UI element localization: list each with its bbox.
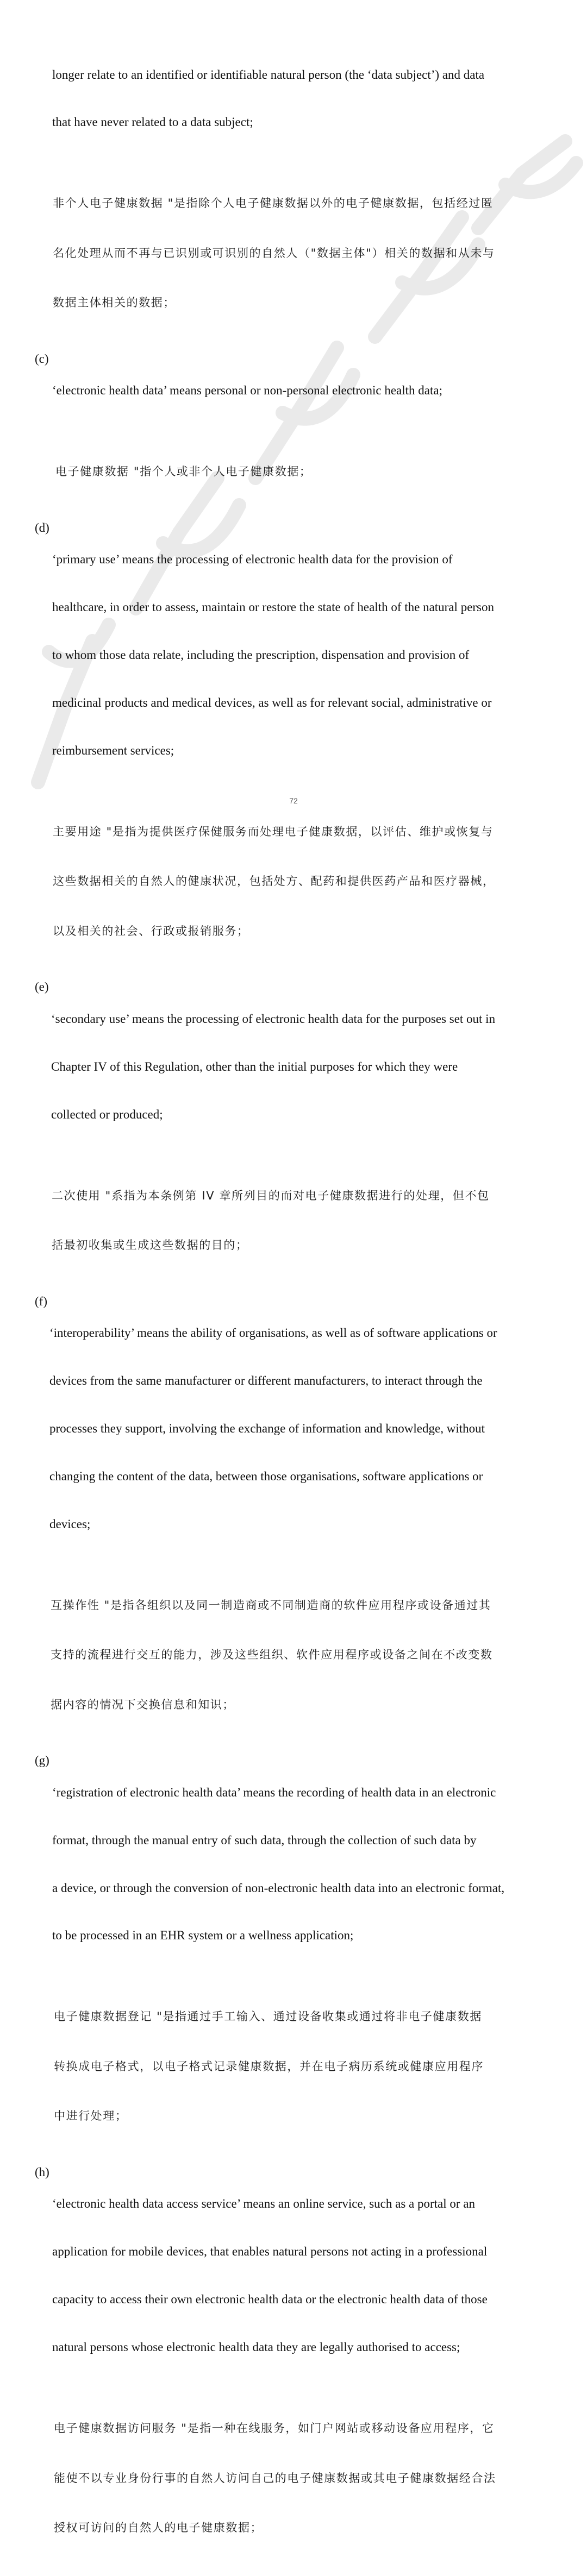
intro-definition-continuation [0, 35, 587, 344]
text-line: 据内容的情况下交换信息和知识； [51, 1698, 235, 1711]
text-line: natural persons whose electronic health data they are legally authorised to access; [52, 2340, 460, 2354]
text-line: ‘electronic health data’ means personal or non-personal electronic health data; [52, 384, 442, 398]
text-line: 支持的流程进行交互的能力，涉及这些组织、软件应用程序或设备之间在不改变数 [51, 1648, 493, 1662]
text-line: devices; [49, 1517, 91, 1531]
definition-marker: (h) [35, 2165, 49, 2179]
definition-h-chinese [0, 2387, 587, 2569]
definition-d-english [0, 520, 587, 790]
text-line: ‘primary use’ means the processing of electronic health data for the provision of [52, 552, 453, 567]
page-number: 72 [289, 796, 298, 805]
text-line: medicinal products and medical devices, as well as for relevant social, administrative or [52, 696, 492, 710]
definition-g [0, 1752, 587, 2158]
text-line: processes they support, involving the exchange of information and knowledge, without [49, 1422, 485, 1436]
definition-c-chinese [0, 430, 587, 513]
text-line: 电子健康数据访问服务 "是指一种在线服务，如门户网站或移动设备应用程序，它 [54, 2422, 495, 2435]
definition-marker: (g) [35, 1754, 49, 1768]
text-line: to be processed in an EHR system or a wellness application; [52, 1928, 354, 1943]
text-line: 互操作性 "是指各组织以及同一制造商或不同制造商的软件应用程序或设备通过其 [51, 1598, 491, 1612]
definition-d-chinese [0, 790, 587, 973]
text-line: 授权可访问的自然人的电子健康数据； [54, 2521, 263, 2535]
definition-f-english [0, 1293, 587, 1564]
text-line: 括最初收集或生成这些数据的目的； [52, 1239, 248, 1252]
definition-marker: (e) [35, 980, 49, 994]
text-line: reimbursement services; [52, 744, 174, 758]
definition-c [0, 351, 587, 513]
text-line: collected or produced; [51, 1107, 163, 1121]
text-line: 非个人电子健康数据 "是指除个人电子健康数据以外的电子健康数据，包括经过匿 [53, 197, 494, 210]
text-line: 这些数据相关的自然人的健康状况，包括处方、配药和提供医药产品和医疗器械， [53, 875, 495, 888]
definition-marker: (c) [35, 351, 49, 366]
text-line: 名化处理从而不再与已识别或可识别的自然人（"数据主体"）相关的数据和从未与 [53, 246, 495, 260]
text-line: 以及相关的社会、行政或报销服务； [53, 924, 249, 938]
text-line: that have never related to a data subject; [52, 115, 253, 129]
intro-chinese [0, 162, 587, 344]
definition-h [0, 2164, 587, 2569]
text-line: capacity to access their own electronic health data or the electronic health data of those [52, 2292, 488, 2307]
text-line: 电子健康数据登记 "是指通过手工输入、通过设备收集或通过将非电子健康数据 [54, 2010, 482, 2024]
text-line: changing the content of the data, between those organisations, software applications or [49, 1469, 483, 1483]
definition-d [0, 520, 587, 973]
text-line: 主要用途 "是指为提供医疗保健服务而处理电子健康数据，以评估、维护或恢复与 [53, 825, 494, 838]
definition-marker: (d) [35, 520, 49, 535]
text-line: a device, or through the conversion of non-electronic health data into an electronic format, [52, 1881, 505, 1895]
definition-h-english [0, 2164, 587, 2387]
definition-e-english [0, 979, 587, 1154]
text-line: 转换成电子格式，以电子格式记录健康数据，并在电子病历系统或健康应用程序 [54, 2059, 484, 2073]
intro-english [0, 35, 587, 162]
document-body [0, 35, 587, 2576]
definition-g-english [0, 1752, 587, 1975]
definition-c-english [0, 351, 587, 430]
definition-f [0, 1293, 587, 1746]
text-line: healthcare, in order to assess, maintain or restore the state of health of the natural person [52, 600, 495, 614]
text-line: ‘electronic health data access service’ means an online service, such as a portal or an [52, 2197, 476, 2211]
text-line: 中进行处理； [54, 2109, 128, 2123]
text-line: 数据主体相关的数据； [53, 296, 176, 310]
text-line: ‘secondary use’ means the processing of electronic health data for the purposes set out in [51, 1012, 496, 1026]
text-line: longer relate to an identified or identifiable natural person (the ‘data subject’) and data [52, 67, 485, 81]
text-line: 能使不以专业身份行事的自然人访问自己的电子健康数据或其电子健康数据经合法 [54, 2471, 496, 2485]
text-line: ‘registration of electronic health data’ means the recording of health data in an electronic [52, 1785, 496, 1799]
definition-e [0, 979, 587, 1286]
text-line: devices from the same manufacturer or different manufacturers, to interact through the [49, 1374, 483, 1388]
text-line: 电子健康数据 "指个人或非个人电子健康数据； [55, 465, 312, 479]
text-line: to whom those data relate, including the prescription, dispensation and provision of [52, 648, 470, 662]
text-line: 二次使用 "系指为本条例第 IV 章所列目的而对电子健康数据进行的处理，但不包 [52, 1189, 490, 1202]
text-line: Chapter IV of this Regulation, other than the initial purposes for which they were [51, 1059, 458, 1073]
definition-e-chinese [0, 1154, 587, 1287]
text-line: format, through the manual entry of such data, through the collection of such data by [52, 1833, 477, 1847]
text-line: ‘interoperability’ means the ability of organisations, as well as of software applications or [49, 1326, 497, 1340]
text-line: application for mobile devices, that enables natural persons not acting in a professional [52, 2245, 488, 2259]
definition-f-chinese [0, 1564, 587, 1746]
definition-marker: (f) [35, 1294, 47, 1308]
definition-g-chinese [0, 1975, 587, 2158]
